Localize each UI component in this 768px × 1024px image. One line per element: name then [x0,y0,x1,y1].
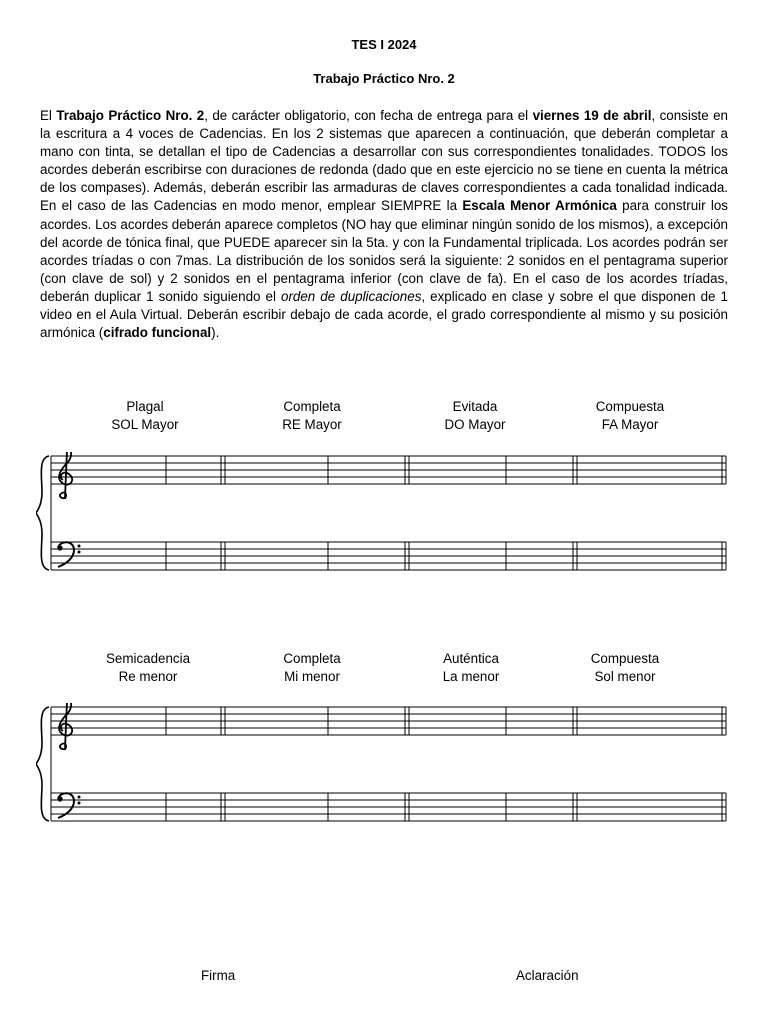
signature-label: Firma [201,968,236,983]
barlines [166,707,726,821]
cadence-type: Compuesta [590,651,660,666]
document-title: TES I 2024 [351,37,417,52]
text-run: El [40,108,57,123]
cadence-type: Evitada [452,399,498,414]
text-run-bold: Trabajo Práctico Nro. 2 [56,108,205,123]
cadence-type: Plagal [126,399,164,414]
cadence-key: Mi menor [284,669,340,684]
cadence-type: Semicadencia [105,651,191,666]
cadence-caption [65,398,225,434]
cadence-type: Completa [283,399,341,414]
cadence-caption [550,398,710,434]
text-run: ). [211,325,220,341]
barlines [166,456,726,570]
brace [36,456,49,570]
bass-staff [51,542,726,570]
brace [36,707,49,821]
cadence-key: FA Mayor [601,417,659,432]
cadence-caption [391,650,551,686]
treble-clef-icon [59,452,72,498]
document-subtitle: Trabajo Práctico Nro. 2 [313,71,455,86]
cadence-caption [68,650,228,686]
cadence-caption [232,650,392,686]
cadence-caption [395,398,555,434]
text-run: , consiste en la escritura a 4 voces de Cadencias. En los 2 sistemas que aparecen a continuación, que deberán completar a mano con tinta, se detallan el tipo de Cadencias a desarrollar con sus correspondientes tonalidades. TODOS los acordes deberán escribirse con duraciones de redonda (dado que en este ejercicio no se tiene en cuenta la métrica de los compases). Además, deberán escribir las armaduras de claves correspondientes a cada tonalidad indicada. En el caso de las Cadencias en modo menor, emplear SIEMPRE la [40,108,729,214]
cadence-key: La menor [442,669,500,684]
cadence-key: Re menor [118,669,178,684]
treble-staff [51,456,726,484]
treble-staff [51,707,726,735]
cadence-key: DO Mayor [444,417,506,432]
cadence-key: RE Mayor [282,417,342,432]
cadence-type: Compuesta [595,399,665,414]
cadence-type: Auténtica [443,651,499,666]
treble-clef-icon [59,703,72,749]
due-date: viernes 19 de abril [532,108,652,123]
text-run-bold: cifrado funcional [103,325,212,341]
instructions-paragraph [40,107,728,342]
clarification-label: Aclaración [516,968,579,983]
cadence-caption [545,650,705,686]
cadence-key: SOL Mayor [111,417,179,432]
text-run: , explicado en clase y sobre el que disponen de 1 video en el Aula Virtual. Deberán escribir debajo de cada acorde, el grado correspondiente al mismo y su posición armónica ( [40,288,728,341]
cadence-caption [232,398,392,434]
text-run-italic: orden de duplicaciones [281,288,422,304]
grand-staff-system-2 [36,703,730,825]
grand-staff-system-1 [36,452,730,574]
cadence-key: Sol menor [594,669,656,684]
cadence-type: Completa [283,651,341,666]
text-run: , de carácter obligatorio, con fecha de entrega para el [204,108,533,123]
text-run-bold: Escala Menor Armónica [462,198,617,214]
bass-staff [51,793,726,821]
text-run: para construir los acordes. Los acordes deberán aparece completos (NO hay que eliminar ningún sonido de los mismos), a excepción del acorde de tónica final, que PUEDE aparecer sin la 5ta. y con la Fundamental triplicada. Los acordes podrán ser acordes tríadas o con 7mas. La distribución de los sonidos será la siguiente: 2 sonidos en el pentagrama superior (con clave de sol) y 2 sonidos en el pentagrama inferior (con clave de fa). En el caso de los acordes tríadas, deberán duplicar 1 sonido siguiendo el [40,198,728,304]
